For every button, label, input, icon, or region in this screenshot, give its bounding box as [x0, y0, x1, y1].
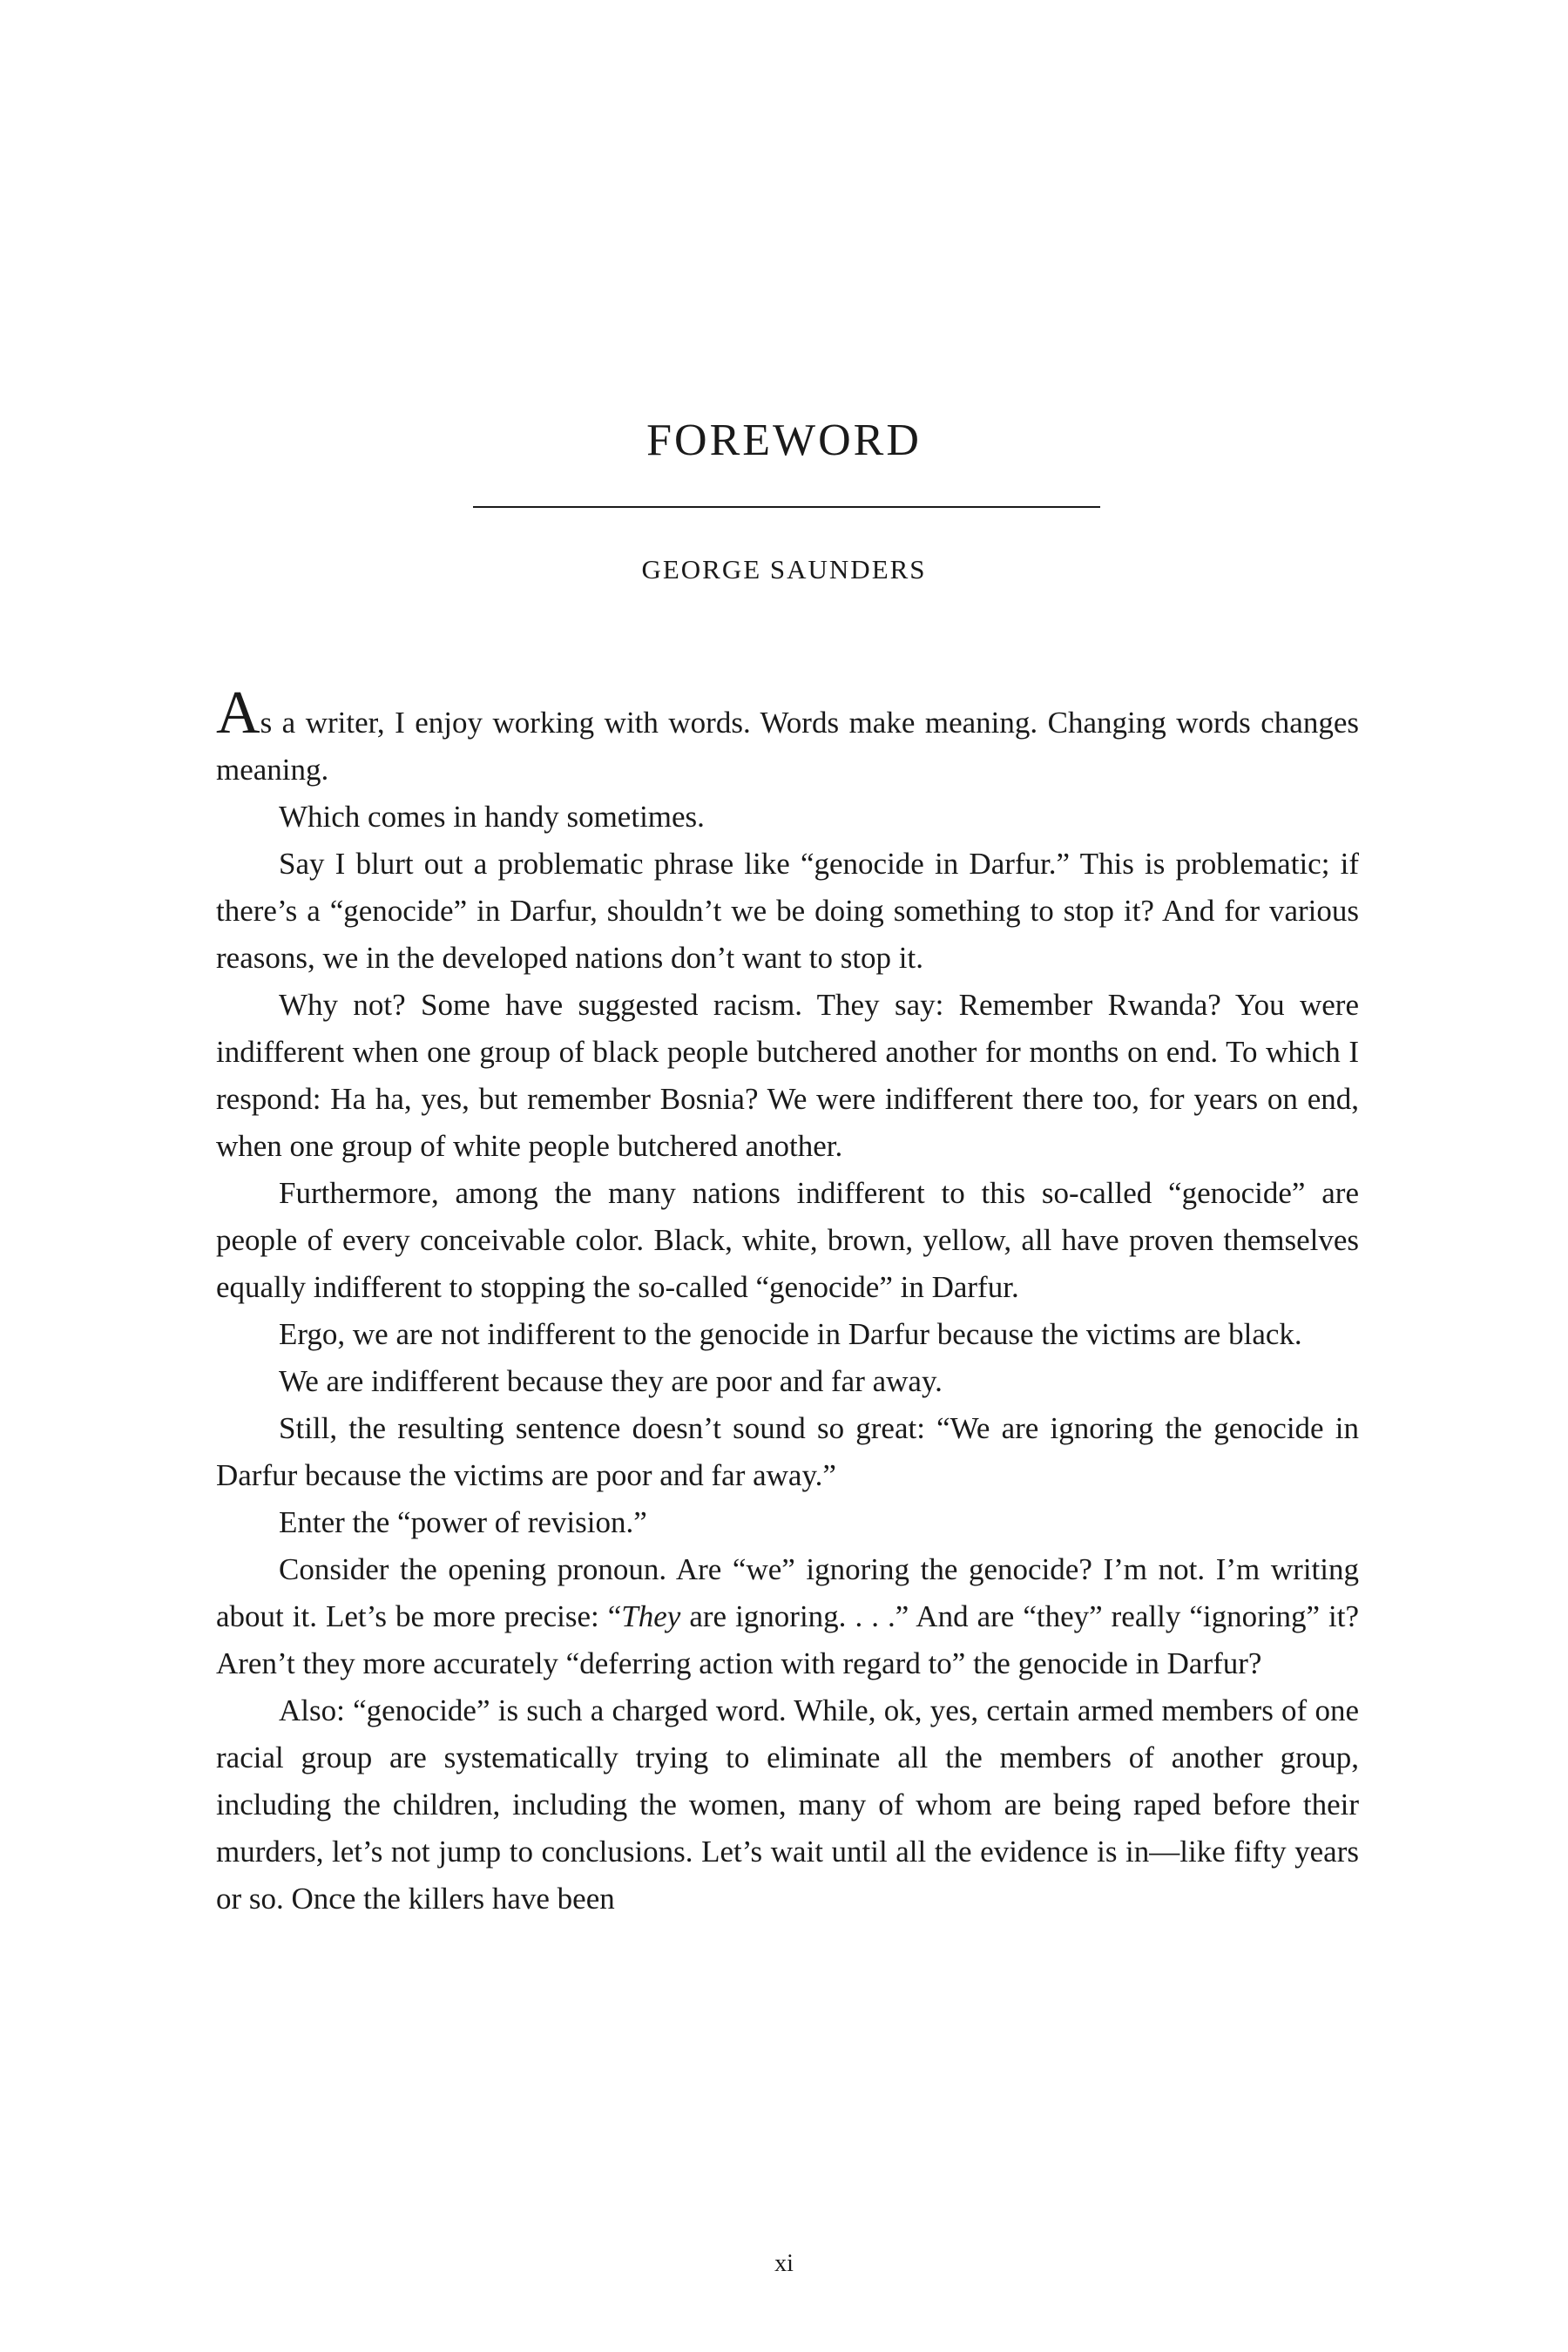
- paragraph: Say I blurt out a problematic phrase like “genocide in Darfur.” This is problematic; if there’s a “genocide” in Darfur, shouldn’t we be doing something to stop it? And for various reasons, we in the developed nations don’t want to stop it.: [216, 847, 1359, 975]
- paragraph-1: [216, 679, 1359, 794]
- chapter-title: FOREWORD: [646, 416, 922, 465]
- paragraph: Which comes in handy sometimes.: [279, 800, 705, 834]
- page-number: xi: [774, 2250, 794, 2277]
- paragraph: Enter the “power of revision.”: [279, 1505, 647, 1539]
- paragraph: Furthermore, among the many nations indifferent to this so-called “genocide” are people of every conceivable color. Black, white, brown, yellow, all have proven themselves equally indifferent to stopping the so-called “genocide” in Darfur.: [216, 1176, 1359, 1304]
- pronoun-text-after: are ignoring. . . .” And are “they” really “ignoring” it? Aren’t they more accurately “deferring action with regard to” the genocide in Darfur?: [216, 1599, 1359, 1680]
- paragraph-1-text: s a writer, I enjoy working with words. Words make meaning. Changing words changes meaning.: [216, 706, 1359, 787]
- drop-cap: A: [216, 679, 260, 747]
- paragraph-last: Also: “genocide” is such a charged word. While, ok, yes, certain armed members of one racial group are systematically trying to eliminate all the members of another group, including the children, including the women, many of whom are being raped before their murders, let’s not jump to conclusions. Let’s wait until all the evidence is in—like fifty years or so. Once the killers have been: [216, 1693, 1359, 1916]
- body-text: [216, 679, 1359, 1923]
- paragraph: Still, the resulting sentence doesn’t sound so great: “We are ignoring the genocide in Darfur because the victims are poor and far away.”: [216, 1411, 1359, 1492]
- title-rule: [473, 506, 1100, 508]
- paragraph: We are indifferent because they are poor and far away.: [279, 1364, 943, 1398]
- pronoun-emphasis: They: [621, 1599, 681, 1633]
- pronoun-text-before: Consider the opening pronoun. Are “we” ignoring the genocide? I’m not. I’m writing about it. Let’s be more precise: “: [216, 1552, 1359, 1633]
- author-name: GEORGE SAUNDERS: [641, 554, 927, 585]
- paragraph: Ergo, we are not indifferent to the genocide in Darfur because the victims are black.: [279, 1317, 1302, 1351]
- paragraph-pronoun: [216, 1546, 1359, 1687]
- paragraph: Why not? Some have suggested racism. They say: Remember Rwanda? You were indifferent when one group of black people butchered another for months on end. To which I respond: Ha ha, yes, but remember Bosnia? We were indifferent there too, for years on end, when one group of white people butchered another.: [216, 988, 1359, 1163]
